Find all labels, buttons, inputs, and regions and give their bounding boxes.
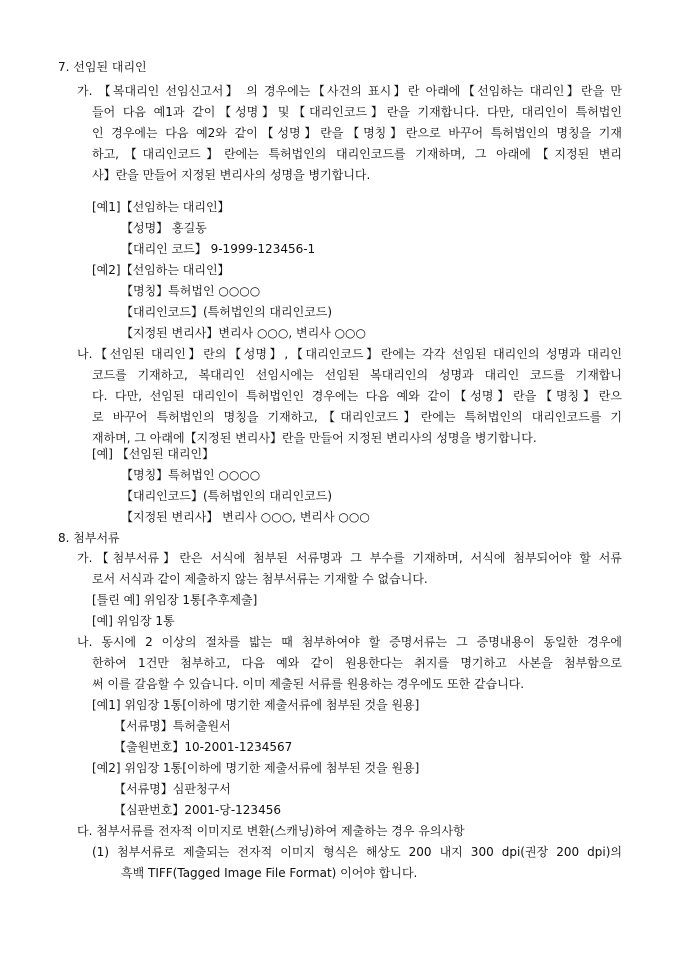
s7-example-3-code: 【대리인코드】(특허법인의 대리인코드) bbox=[121, 489, 333, 503]
s7-example-2-attorneys: 【지정된 변리사】변리사 ○○○, 변리사 ○○○ bbox=[121, 326, 367, 340]
s8-example-1-label: [예1] 위임장 1통[이하에 명기한 제출서류에 첨부된 것을 원용] bbox=[92, 698, 420, 712]
s7-na-line-1: 나.【선임된 대리인】란의【성명】,【대리인코드】란에는 각각 선임된 대리인의 성명과 대리인 bbox=[77, 347, 622, 361]
section-7-heading: 7. 선임된 대리인 bbox=[58, 60, 147, 74]
s8-ga-line-1: 가.【첨부서류】란은 서식에 첨부된 서류명과 그 부수를 기재하며, 서식에 첨부되어야 할 서류 bbox=[77, 551, 622, 565]
s8-na-line-3: 써 이를 갈음할 수 있습니다. 이미 제출된 서류를 원용하는 경우에도 또한 같습니다. bbox=[92, 677, 525, 691]
s7-ga-line-2: 들어 다음 예1과 같이【성명】및【대리인코드】란을 기재합니다. 다만, 대리인이 특허법인 bbox=[92, 105, 622, 119]
s7-example-2-code: 【대리인코드】(특허법인의 대리인코드) bbox=[121, 305, 333, 319]
s8-ga-example: [예] 위임장 1통 bbox=[92, 614, 175, 628]
s7-example-3-attorneys: 【지정된 변리사】 변리사 ○○○, 변리사 ○○○ bbox=[121, 510, 370, 524]
s8-ga-line-2: 로서 서식과 같이 제출하지 않는 첨부서류는 기재할 수 없습니다. bbox=[92, 572, 428, 586]
section-8-heading: 8. 첨부서류 bbox=[58, 531, 120, 545]
s7-na-line-4: 로 바꾸어 특허법인의 명칭을 기재하고,【대리인코드】란에는 특허법인의 대리인코드를 기 bbox=[92, 410, 622, 424]
s7-ga-line-4: 하고,【대리인코드】란에는 특허법인의 대리인코드를 기재하며, 그 아래에【지정된 변리 bbox=[92, 147, 622, 161]
s7-na-line-2: 코드를 기재하고, 복대리인 선임시에는 선임된 복대리인의 성명과 대리인 코드를 기재합니 bbox=[92, 368, 622, 382]
s7-na-line-5: 재하며, 그 아래에【지정된 변리사】란을 만들어 지정된 변리사의 성명을 병기합니다. bbox=[92, 431, 537, 445]
s8-example-2-trialno: 【심판번호】2001-당-123456 bbox=[114, 803, 281, 817]
s7-example-2-label: [예2]【선임하는 대리인】 bbox=[92, 263, 230, 277]
s8-da-line: 다. 첨부서류를 전자적 이미지로 변환(스캐닝)하여 제출하는 경우 유의사항 bbox=[77, 824, 465, 838]
s7-example-1-name: 【성명】 홍길동 bbox=[121, 221, 207, 235]
s7-example-2-title: 【명칭】특허법인 ○○○○ bbox=[121, 284, 261, 298]
s8-example-1-appno: 【출원번호】10-2001-1234567 bbox=[114, 740, 293, 754]
s7-example-3-title: 【명칭】특허법인 ○○○○ bbox=[121, 468, 261, 482]
s7-example-1-code: 【대리인 코드】 9-1999-123456-1 bbox=[121, 242, 316, 256]
s8-na-line-2: 한하여 1건만 첨부하고, 다음 예와 같이 원용한다는 취지를 명기하고 사본을 첨부함으로 bbox=[92, 656, 622, 670]
s7-ga-line-5: 사】란을 만들어 지정된 변리사의 성명을 병기합니다. bbox=[92, 168, 371, 182]
s7-example-1-label: [예1]【선임하는 대리인】 bbox=[92, 200, 230, 214]
s7-ga-line-3: 인 경우에는 다음 예2와 같이【성명】란을【명칭】란으로 바꾸어 특허법인의 명칭을 기재 bbox=[92, 126, 622, 140]
s8-ga-wrong-example: [틀린 예] 위임장 1통[추후제출] bbox=[92, 593, 258, 607]
s8-da-1-line-2: 흑백 TIFF(Tagged Image File Format) 이어야 합니다. bbox=[121, 866, 418, 880]
s8-da-1-line-1: (1) 첨부서류로 제출되는 전자적 이미지 형식은 해상도 200 내지 300 dpi(권장 200 dpi)의 bbox=[92, 845, 622, 859]
s8-example-2-label: [예2] 위임장 1통[이하에 명기한 제출서류에 첨부된 것을 원용] bbox=[92, 761, 420, 775]
s7-na-line-3: 다. 다만, 선임된 대리인이 특허법인인 경우에는 다음 예와 같이【성명】란을【명칭】란으 bbox=[92, 389, 622, 403]
s8-na-line-1: 나. 동시에 2 이상의 절차를 밟는 때 첨부하여야 할 증명서류는 그 증명내용이 동일한 경우에 bbox=[77, 635, 622, 649]
s7-example-3-label: [예] 【선임된 대리인】 bbox=[92, 447, 215, 461]
s8-example-2-docname: 【서류명】심판청구서 bbox=[114, 782, 231, 796]
s7-ga-line-1: 가. 【복대리인 선임신고서】 의 경우에는【사건의 표시】란 아래에【선임하는 대리인】란을 만 bbox=[77, 84, 622, 98]
s8-example-1-docname: 【서류명】특허출원서 bbox=[114, 719, 231, 733]
